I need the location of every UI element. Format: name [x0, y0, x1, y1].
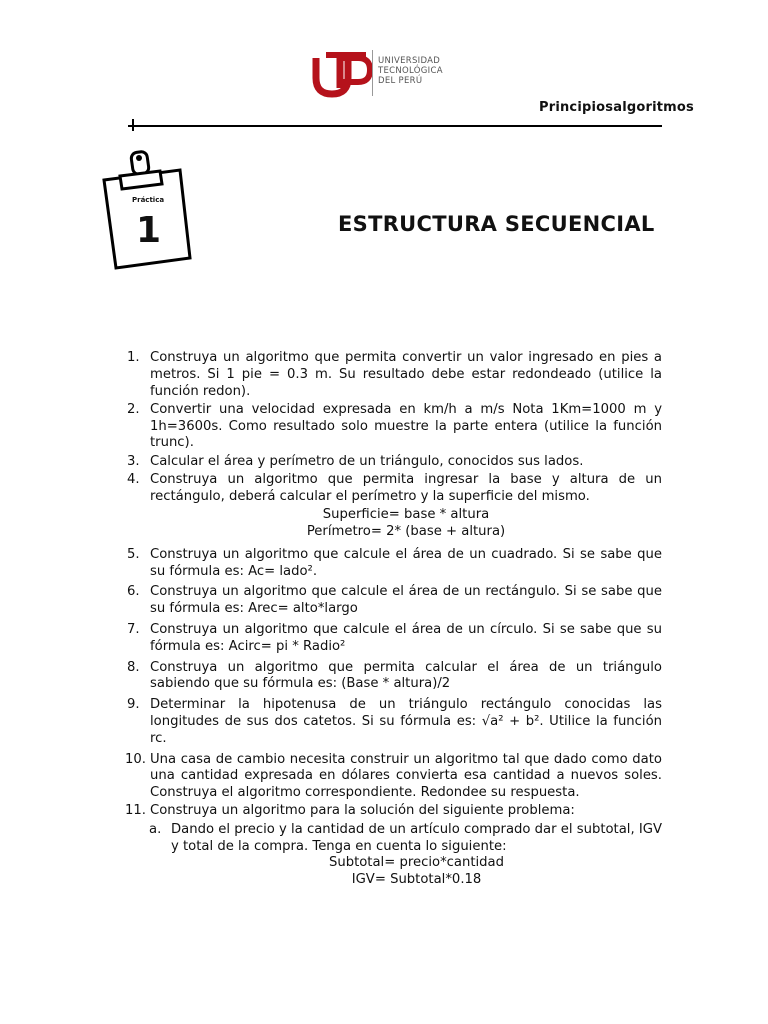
list-item	[125, 584, 662, 618]
sub-item-letter: a.	[149, 821, 162, 837]
formula-line: Perímetro= 2* (base + altura)	[306, 523, 506, 539]
list-item	[125, 350, 662, 400]
item-text: Construya un algoritmo que calcule el área de un círculo. Si se sabe que su fórmula es: Acirc= pi * Radio²	[150, 621, 662, 654]
item-number: 7.	[127, 621, 140, 637]
list-item	[125, 472, 662, 506]
list-item	[125, 752, 662, 802]
item-number: 10.	[125, 751, 146, 767]
university-name	[378, 56, 443, 86]
list-item	[125, 697, 662, 747]
list-item	[125, 402, 662, 452]
item-number: 9.	[127, 697, 140, 713]
item-number: 11.	[125, 803, 146, 819]
list-item	[125, 803, 662, 820]
item-number: 1.	[127, 350, 140, 365]
list-item	[125, 622, 662, 656]
item-number: 5.	[127, 546, 140, 562]
utp-logo	[312, 48, 462, 100]
exercise-list	[125, 350, 662, 889]
utp-logo-mark	[312, 48, 376, 100]
item-text: Convertir una velocidad expresada en km/h a m/s Nota 1Km=1000 m y 1h=3600s. Como resultado solo muestre la parte entera (utilice la función trunc).	[150, 401, 662, 451]
item-text: Construya un algoritmo que permita ingresar la base y altura de un rectángulo, deberá calcular el perímetro y la superficie del mismo.	[150, 472, 662, 504]
item-number: 8.	[127, 659, 140, 675]
course-title: Principiosalgoritmos	[538, 100, 694, 115]
item-number: 3.	[127, 453, 140, 469]
item-text: Construya un algoritmo que permita calcular el área de un triángulo sabiendo que su fórmula es: (Base * altura)/2	[150, 659, 662, 692]
practice-label: Práctica	[132, 196, 165, 204]
item-number: 4.	[127, 472, 140, 488]
logo-line-1: UNIVERSIDAD	[378, 56, 441, 66]
list-item	[125, 454, 662, 471]
item-text: Construya un algoritmo que calcule el área de un rectángulo. Si se sabe que su fórmula es: Arec= alto*largo	[150, 584, 662, 617]
formula-line: IGV= Subtotal*0.18	[351, 872, 482, 888]
item-text: Construya un algoritmo para la solución del siguiente problema:	[150, 803, 575, 819]
list-item	[125, 547, 662, 581]
sub-item-text: Dando el precio y la cantidad de un artículo comprado dar el subtotal, IGV y total de la compra. Tenga en cuenta lo siguiente:	[171, 821, 662, 854]
item-text: Construya un algoritmo que calcule el área de un cuadrado. Si se sabe que su fórmula es: Ac= lado².	[150, 546, 662, 579]
header-divider-tick	[132, 119, 134, 131]
sub-list-item	[125, 822, 662, 856]
item-text: Calcular el área y perímetro de un triángulo, conocidos sus lados.	[150, 453, 584, 469]
header-divider	[128, 125, 662, 127]
item-text: Determinar la hipotenusa de un triángulo rectángulo conocidas las longitudes de sus dos catetos. Si su fórmula es: √a² + b². Utilice la función rc.	[150, 697, 662, 746]
practice-number: 1	[136, 210, 162, 251]
item-number: 6.	[127, 584, 140, 600]
item-text: Construya un algoritmo que permita convertir un valor ingresado en pies a metros. Si 1 pie = 0.3 m. Su resultado debe estar redondeado (utilice la función redon).	[150, 350, 662, 399]
formula-line: Superficie= base * altura	[322, 507, 490, 523]
logo-line-2: TECNOLÓGICA	[378, 66, 443, 76]
item-text: Una casa de cambio necesita construir un algoritmo tal que dado como dato una cantidad expresada en dólares convierta esa cantidad a nuevos soles. Construya el algoritmo correspondiente. Redondee su respuesta.	[150, 751, 662, 801]
list-item	[125, 660, 662, 694]
logo-line-3: DEL PERÚ	[378, 76, 423, 86]
item-number: 2.	[127, 401, 140, 417]
formula-line: Subtotal= precio*cantidad	[328, 855, 505, 871]
page-title: ESTRUCTURA SECUENCIAL	[338, 212, 655, 236]
clipboard-icon	[98, 146, 194, 274]
